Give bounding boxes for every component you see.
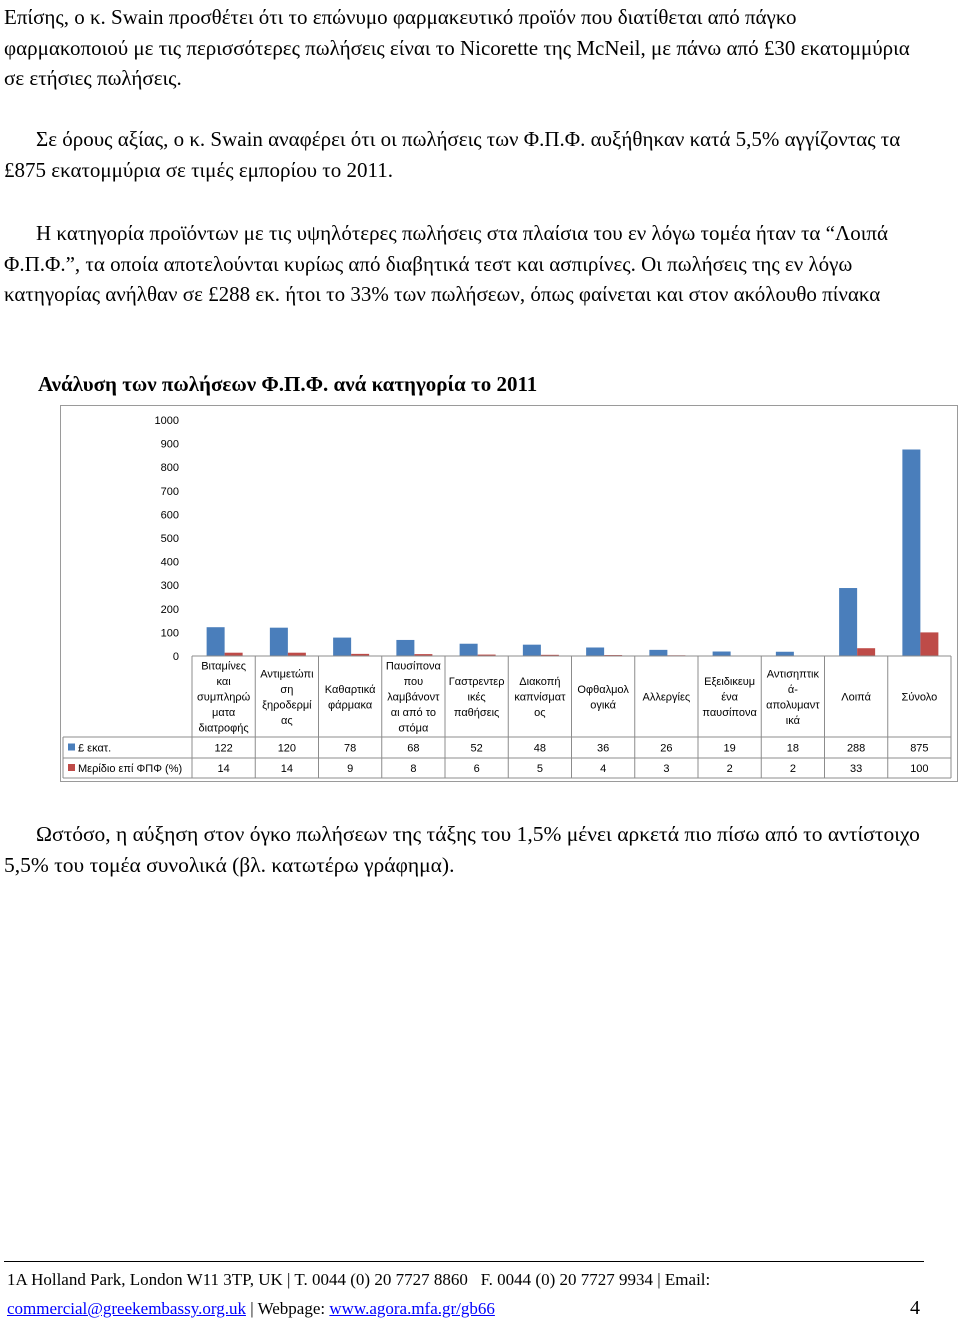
category-label: ικά: [785, 714, 800, 727]
footer-divider: [4, 1261, 924, 1262]
data-value-label: 875: [910, 742, 929, 755]
y-tick-label: 700: [160, 485, 179, 498]
category-label: στόμα: [398, 722, 429, 735]
data-value-label: 5: [536, 763, 543, 775]
category-label: αι από το: [390, 707, 437, 719]
category-label: Βιταμίνες: [201, 660, 247, 673]
category-label: ξηροδερμί: [262, 699, 312, 712]
category-label: ικές: [467, 691, 486, 704]
category-label: Λοιπά: [841, 691, 871, 704]
data-value-label: 78: [344, 742, 357, 755]
data-value-label: 3: [663, 763, 670, 775]
data-value-label: 4: [600, 763, 607, 775]
data-value-label: 2: [726, 763, 733, 775]
data-value-label: 9: [347, 763, 354, 775]
y-tick-label: 300: [160, 580, 179, 593]
legend-swatch: [68, 764, 75, 771]
footer-phone: T. 0044 (0) 20 7727 8860: [294, 1270, 468, 1289]
footer-separator: |: [657, 1270, 661, 1289]
category-label: Αντισηπτικ: [766, 668, 819, 681]
footer-separator: |: [250, 1299, 254, 1318]
bar-share: [920, 632, 938, 656]
category-label: παυσίπονα: [702, 707, 757, 719]
footer-email-label: Email:: [664, 1270, 711, 1289]
category-label: ά-: [787, 683, 798, 696]
data-value-label: 52: [470, 742, 483, 755]
data-value-label: 36: [597, 742, 610, 755]
category-label: φάρμακα: [328, 699, 373, 712]
category-label: Διακοπή: [519, 676, 561, 688]
footer-separator: |: [287, 1270, 291, 1289]
data-value-label: 120: [277, 742, 297, 755]
bar-sales: [460, 644, 478, 656]
bar-sales: [902, 450, 920, 657]
category-label: Καθαρτικά: [324, 683, 376, 696]
footer-webpage-link[interactable]: www.agora.mfa.gr/gb66: [329, 1299, 495, 1318]
y-tick-label: 200: [160, 603, 179, 616]
paragraph-category-text: Η κατηγορία προϊόντων με τις υψηλότερες πωλήσεις στα πλαίσια του εν λόγω τομέα ήταν τα “Λοιπά Φ.Π.Φ.”, τα οποία αποτελούνται κυρίως από διαβητικά τεστ και ασπιρίνες. Οι πωλήσεις της εν λόγω κατηγορίας ανήλθαν σε £288 εκ. ήτοι το 33% των πωλήσεων, όπως φαίνεται και στον ακόλουθο πίνακα: [4, 221, 888, 306]
paragraph-sales-value-text: Σε όρους αξίας, ο κ. Swain αναφέρει ότι οι πωλήσεις των Φ.Π.Φ. αυξήθηκαν κατά 5,5% αγγίζοντας τα £875 εκατομμύρια σε τιμές εμπορίου το 2011.: [4, 127, 901, 182]
legend-swatch: [68, 744, 75, 751]
bar-sales: [396, 640, 414, 656]
category-label: ση: [280, 683, 294, 696]
y-tick-label: 1000: [154, 415, 179, 427]
footer-fax: F. 0044 (0) 20 7727 9934: [480, 1270, 654, 1289]
sales-chart-svg: [61, 406, 957, 781]
category-label: ος: [534, 707, 546, 719]
data-value-label: 18: [786, 742, 799, 755]
data-value-label: 48: [533, 742, 546, 755]
paragraph-category: [4, 218, 924, 310]
bar-sales: [270, 628, 288, 656]
data-value-label: 14: [217, 763, 230, 775]
page-number: 4: [910, 1297, 920, 1319]
data-value-label: 288: [846, 742, 866, 755]
category-label: Αντιμετώπι: [260, 668, 314, 681]
paragraph-nicorette: Επίσης, ο κ. Swain προσθέτει ότι το επώνυμο φαρμακευτικό προϊόν που διατίθεται από πάγκο φαρμακοποιού με τις περισσότερες πωλήσεις είναι το Nicorette της McNeil, με πάνω από £30 εκατομμύρια σε ετήσιες πωλήσεις.: [4, 5, 910, 90]
y-tick-label: 500: [160, 533, 179, 545]
footer-links: [7, 1299, 495, 1319]
bar-sales: [839, 588, 857, 656]
category-label: ένα: [721, 691, 739, 704]
y-tick-label: 0: [172, 651, 179, 663]
bar-sales: [333, 638, 351, 656]
bar-sales: [207, 627, 225, 656]
bar-sales: [586, 648, 604, 656]
category-label: απολυμαντ: [766, 699, 820, 712]
category-label: Εξειδικευμ: [704, 676, 756, 688]
category-label: και: [216, 676, 231, 688]
footer-contact: [7, 1270, 710, 1290]
footer-email-link[interactable]: commercial@greekembassy.org.uk: [7, 1299, 246, 1318]
footer-webpage-label: Webpage:: [257, 1299, 326, 1318]
chart-heading: Ανάλυση των πωλήσεων Φ.Π.Φ. ανά κατηγορία το 2011: [38, 372, 538, 396]
paragraph-sales-value: [4, 124, 924, 185]
data-value-label: 19: [723, 742, 736, 755]
data-value-label: 33: [850, 763, 863, 775]
category-label: λαμβάνοντ: [387, 691, 440, 704]
legend-label: Μερίδιο επί ΦΠΦ (%): [78, 763, 183, 775]
y-tick-label: 800: [160, 462, 179, 475]
y-tick-label: 600: [160, 509, 179, 522]
category-label: Σύνολο: [901, 691, 938, 704]
category-label: ματα: [212, 707, 236, 719]
data-value-label: 14: [280, 763, 293, 775]
category-label: Γαστρεντερ: [448, 676, 505, 688]
data-value-label: 8: [410, 763, 417, 775]
category-label: που: [403, 676, 424, 688]
footer-address: 1A Holland Park, London W11 3TP, UK: [7, 1270, 283, 1289]
category-label: Αλλεργίες: [642, 691, 691, 704]
category-label: ας: [281, 714, 293, 727]
data-value-label: 100: [910, 763, 929, 775]
category-label: Οφθαλμολ: [577, 683, 629, 696]
bar-sales: [649, 650, 667, 656]
paragraph-volume: [4, 819, 924, 880]
category-label: καπνίσματ: [514, 691, 566, 704]
category-label: συμπληρώ: [197, 691, 251, 704]
sales-chart: [60, 405, 958, 782]
y-tick-label: 900: [160, 438, 179, 451]
category-label: ογικά: [590, 699, 617, 712]
data-value-label: 122: [214, 742, 233, 755]
bar-share: [857, 648, 875, 656]
paragraph-volume-text: Ωστόσο, η αύξηση στον όγκο πωλήσεων της τάξης του 1,5% μένει αρκετά πιο πίσω από το αντίστοιχο 5,5% του τομέα συνολικά (βλ. κατωτέρω γράφημα).: [4, 822, 920, 877]
y-tick-label: 400: [160, 556, 179, 569]
bar-sales: [523, 645, 541, 656]
legend-label: £ εκατ.: [78, 742, 112, 755]
data-value-label: 6: [473, 763, 480, 775]
category-label: παθήσεις: [453, 707, 500, 719]
bar-sales: [776, 652, 794, 656]
y-tick-label: 100: [160, 627, 179, 640]
data-value-label: 26: [660, 742, 673, 755]
category-label: διατροφής: [198, 722, 249, 735]
bar-sales: [713, 652, 731, 656]
category-label: Παυσίπονα: [385, 660, 441, 673]
data-value-label: 68: [407, 742, 420, 755]
data-value-label: 2: [789, 763, 796, 775]
